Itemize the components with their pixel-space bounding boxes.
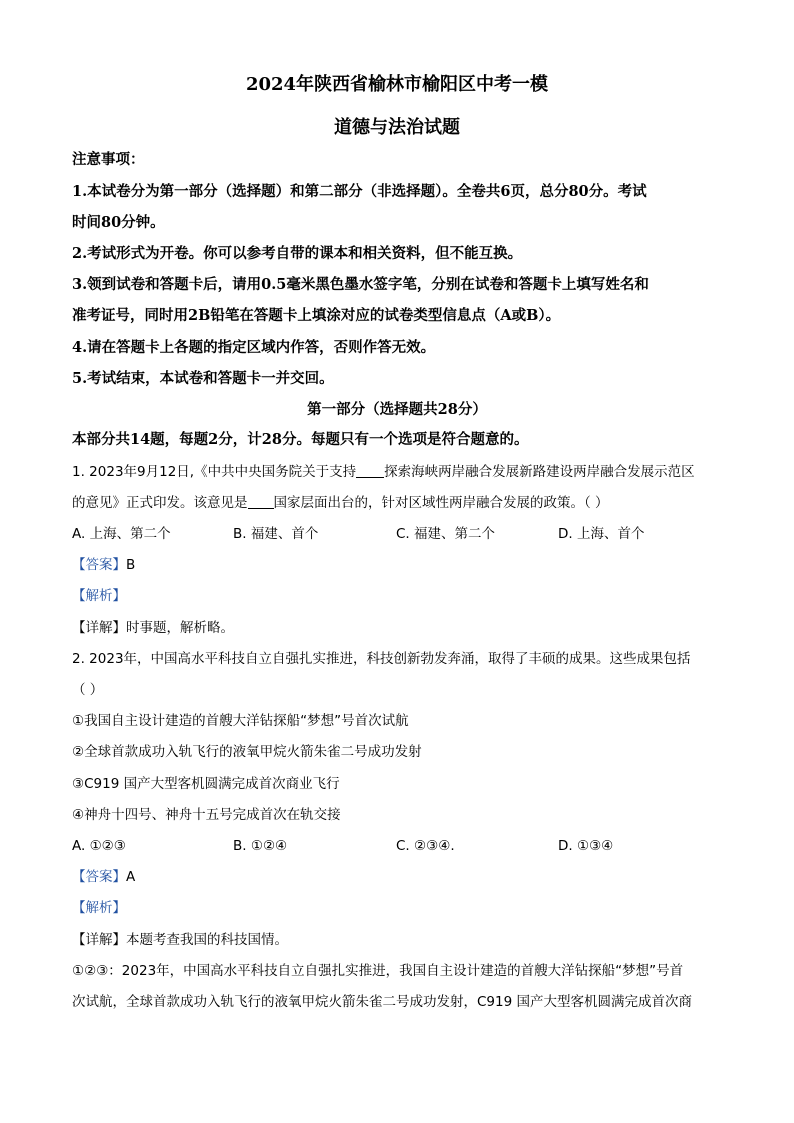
part1-instruction: 本部分共14题，每题2分，计28分。每题只有一个选项是符合题意的。 <box>72 431 529 448</box>
q1-detail-text: 时事题，解析略。 <box>126 620 234 636</box>
notice-item-3-line-2: 准考证号，同时用2B铅笔在答题卡上填涂对应的试卷类型信息点（A或B）。 <box>72 307 561 324</box>
notice-item-2: 2.考试形式为开卷。你可以参考自带的课本和相关资料，但不能互换。 <box>72 245 523 262</box>
q2-explanation-line-1: ①②③：2023年，中国高水平科技自立自强扎实推进，我国自主设计建造的首艘大洋钻探船“梦想”号首 <box>72 963 684 979</box>
q1-option-c: C. 福建、第二个 <box>396 526 496 542</box>
q1-option-a: A. 上海、第二个 <box>72 526 171 542</box>
q2-option-a: A. ①②③ <box>72 838 126 854</box>
q2-answer <box>72 867 135 887</box>
exam-title: 2024年陕西省榆林市榆阳区中考一模 <box>245 74 549 95</box>
q1-stem-line-1 <box>72 462 695 482</box>
q2-detail <box>72 930 288 950</box>
q1-stem-line-2-b: 国家层面出台的，针对区域性两岸融合发展的政策。（ ） <box>273 495 609 511</box>
q2-answer-label: 【答案】 <box>72 869 126 885</box>
notice-item-1-line-1: 1.本试卷分为第一部分（选择题）和第二部分（非选择题）。全卷共6页，总分80分。考试 <box>72 183 647 200</box>
q1-answer-label: 【答案】 <box>72 557 126 573</box>
q1-option-b: B. 福建、首个 <box>233 526 319 542</box>
part1-heading: 第一部分（选择题共28分） <box>307 401 487 418</box>
q1-stem-line-1-a: 1. 2023年9月12日,《中共中央国务院关于支持 <box>72 464 357 480</box>
q2-detail-text: 本题考查我国的科技国情。 <box>126 932 288 948</box>
notice-item-1-line-2: 时间80分钟。 <box>72 214 165 231</box>
notice-item-4: 4.请在答题卡上各题的指定区域内作答，否则作答无效。 <box>72 339 436 356</box>
q1-option-d: D. 上海、首个 <box>558 526 645 542</box>
q1-blank-2 <box>248 494 274 509</box>
q2-stem-line-1: 2. 2023年，中国高水平科技自立自强扎实推进，科技创新勃发奔涌，取得了丰硕的成果。这些成果包括 <box>72 651 691 667</box>
q2-option-d: D. ①③④ <box>558 838 614 854</box>
q1-stem-line-1-b: 探索海峡两岸融合发展新路建设两岸融合发展示范区 <box>384 464 695 480</box>
notice-item-5: 5.考试结束，本试卷和答题卡一并交回。 <box>72 370 334 387</box>
q2-option-c: C. ②③④. <box>396 838 455 854</box>
q1-stem-line-2 <box>72 493 609 513</box>
notice-item-3-line-1: 3.领到试卷和答题卡后，请用0.5毫米黑色墨水签字笔，分别在试卷和答题卡上填写姓名和 <box>72 276 649 293</box>
q2-statement-1: ①我国自主设计建造的首艘大洋钻探船“梦想”号首次试航 <box>72 713 409 729</box>
q2-answer-value: A <box>126 869 136 885</box>
q2-explanation-line-2: 次试航，全球首款成功入轨飞行的液氧甲烷火箭朱雀二号成功发射，C919 国产大型客机圆满完成首次商 <box>72 994 692 1010</box>
q2-detail-label: 【详解】 <box>72 932 126 948</box>
q2-analysis-label: 【解析】 <box>72 900 126 916</box>
q2-statement-3: ③C919 国产大型客机圆满完成首次商业飞行 <box>72 776 340 792</box>
q2-statement-4: ④神舟十四号、神舟十五号完成首次在轨交接 <box>72 807 341 823</box>
q1-analysis-label: 【解析】 <box>72 588 126 604</box>
exam-subtitle: 道德与法治试题 <box>334 117 460 138</box>
q1-answer-value: B <box>126 557 136 573</box>
q1-answer <box>72 555 135 575</box>
q1-detail <box>72 618 234 638</box>
q1-blank-1 <box>356 463 384 478</box>
q2-statement-2: ②全球首款成功入轨飞行的液氧甲烷火箭朱雀二号成功发射 <box>72 744 422 760</box>
q2-stem-line-2: （ ） <box>72 682 104 698</box>
q1-detail-label: 【详解】 <box>72 620 126 636</box>
notice-heading: 注意事项： <box>72 151 145 168</box>
q1-stem-line-2-a: 的意见》正式印发。该意见是 <box>72 495 248 511</box>
q2-option-b: B. ①②④ <box>233 838 288 854</box>
